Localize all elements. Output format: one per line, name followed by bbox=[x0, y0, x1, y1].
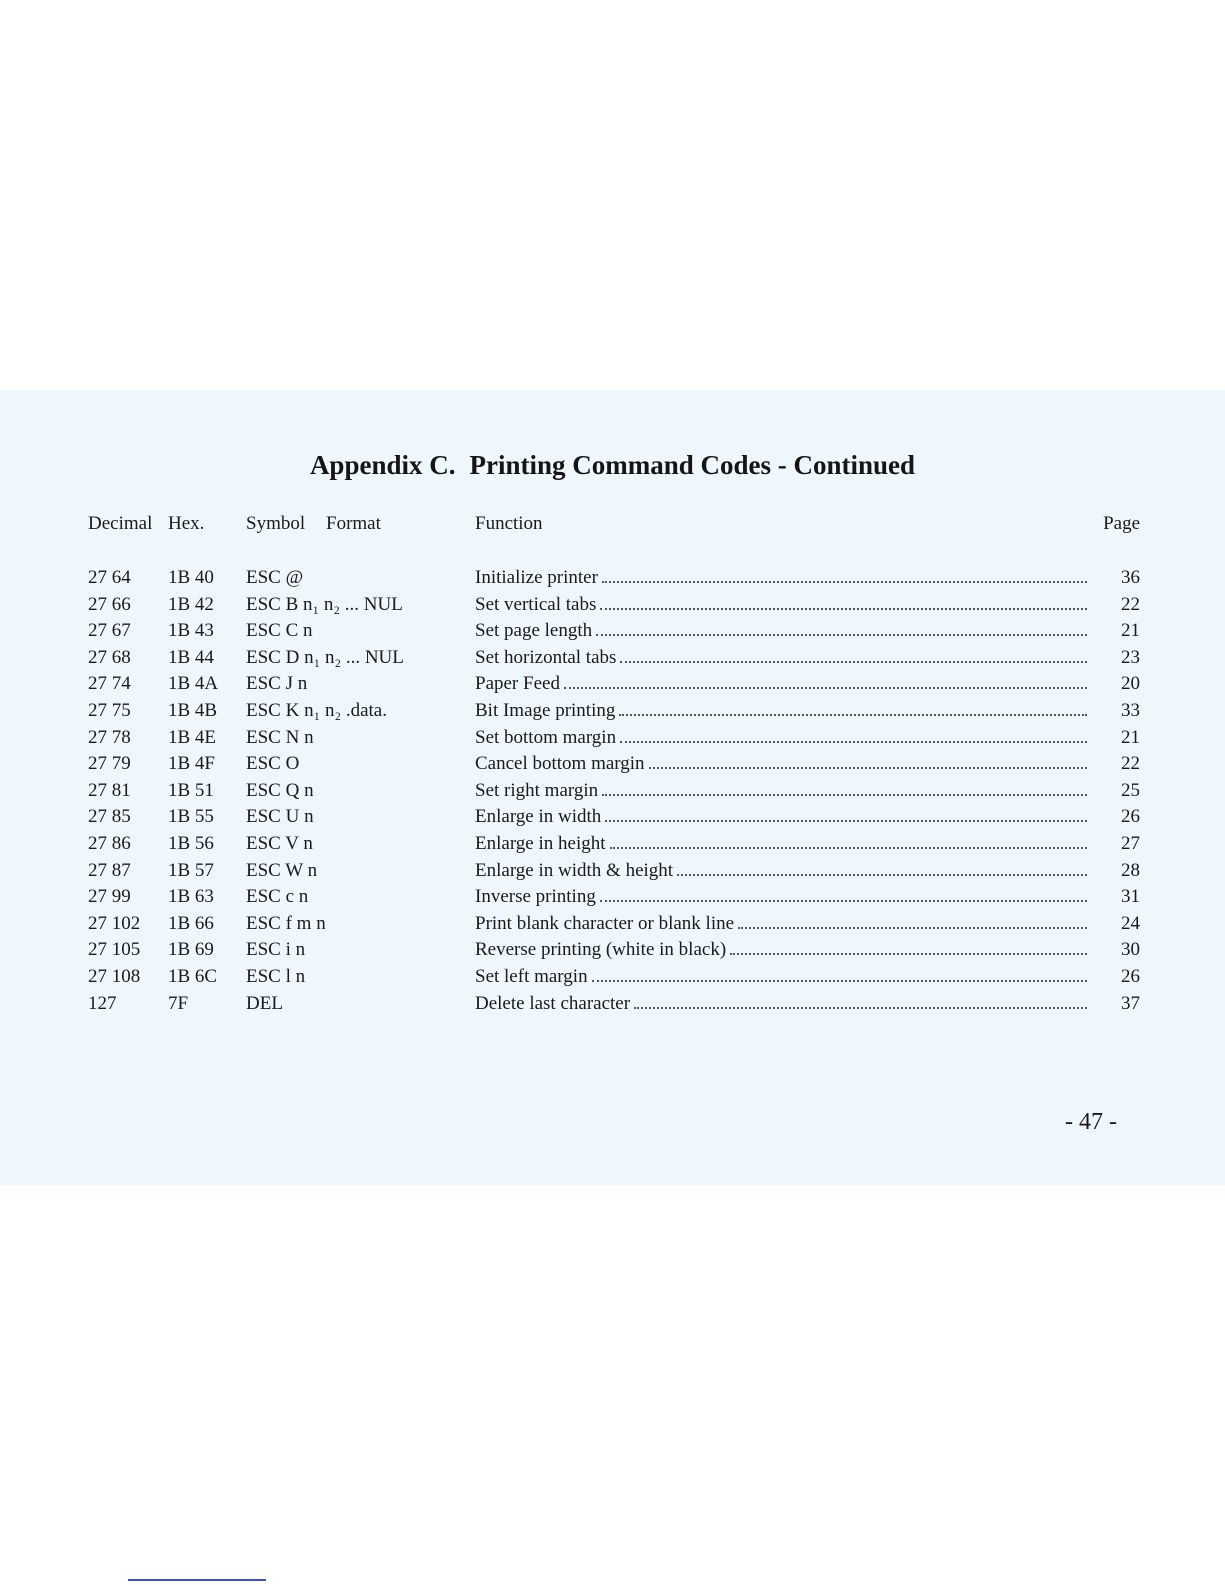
hex-code: 1B 66 bbox=[168, 912, 214, 934]
function-text: Enlarge in width bbox=[475, 806, 602, 828]
table-row bbox=[0, 618, 1225, 645]
title-main: Printing Command Codes - Continued bbox=[469, 450, 916, 480]
function-cell bbox=[475, 911, 1087, 937]
function-cell bbox=[475, 937, 1087, 963]
table-row bbox=[0, 911, 1225, 938]
hex-code: 1B 4B bbox=[168, 699, 218, 721]
page-ref: 20 bbox=[1121, 673, 1140, 695]
table-row bbox=[0, 725, 1225, 752]
function-text: Initialize printer bbox=[475, 567, 598, 588]
function-cell bbox=[475, 831, 1087, 857]
function-text: Set page length bbox=[475, 620, 593, 642]
page-ref: 22 bbox=[1121, 593, 1140, 615]
page-ref: 31 bbox=[1121, 886, 1140, 908]
page-ref: 22 bbox=[1121, 753, 1140, 775]
decimal-code: 27 99 bbox=[88, 886, 131, 908]
symbol-format: ESC V n bbox=[246, 832, 313, 854]
decimal-code: 27 85 bbox=[88, 806, 131, 828]
symbol-format: ESC U n bbox=[246, 806, 314, 828]
function-text: Bit Image printing bbox=[475, 699, 616, 721]
decimal-code: 27 81 bbox=[88, 779, 131, 801]
link-underline[interactable] bbox=[128, 1579, 266, 1581]
function-text: Set vertical tabs bbox=[475, 593, 597, 615]
table-row bbox=[0, 804, 1225, 831]
decimal-code: 127 bbox=[88, 992, 117, 1014]
symbol-format: ESC @ bbox=[246, 567, 304, 588]
header-format: Format bbox=[326, 513, 381, 534]
decimal-code: 27 86 bbox=[88, 832, 131, 854]
symbol-format: ESC N n bbox=[246, 726, 314, 748]
decimal-code: 27 68 bbox=[88, 646, 131, 668]
decimal-code: 27 66 bbox=[88, 593, 131, 615]
decimal-code: 27 79 bbox=[88, 753, 131, 775]
dot-leader bbox=[620, 741, 1087, 743]
hex-code: 1B 57 bbox=[168, 859, 214, 881]
decimal-code: 27 78 bbox=[88, 726, 131, 748]
symbol-format: ESC J n bbox=[246, 673, 308, 695]
hex-code: 1B 4A bbox=[168, 673, 219, 695]
function-text: Enlarge in width & height bbox=[475, 859, 674, 881]
decimal-code: 27 102 bbox=[88, 912, 141, 934]
function-cell bbox=[475, 725, 1087, 751]
dot-leader bbox=[602, 794, 1087, 796]
hex-code: 1B 4E bbox=[168, 726, 217, 748]
symbol-format: ESC i n bbox=[246, 939, 306, 961]
page-ref: 33 bbox=[1121, 699, 1140, 721]
header-page: Page bbox=[1103, 513, 1140, 534]
hex-code: 1B 6C bbox=[168, 965, 218, 987]
dot-leader bbox=[605, 820, 1087, 822]
dot-leader bbox=[600, 608, 1087, 610]
page-number: - 47 - bbox=[1065, 1109, 1117, 1135]
page-ref: 21 bbox=[1121, 726, 1140, 748]
table-row bbox=[0, 671, 1225, 698]
symbol-format: ESC D n₁ n₂ ... NUL bbox=[246, 646, 404, 668]
command-code-table bbox=[0, 565, 1225, 1017]
hex-code: 1B 55 bbox=[168, 806, 214, 828]
decimal-code: 27 108 bbox=[88, 965, 141, 987]
dot-leader bbox=[730, 953, 1087, 955]
dot-leader bbox=[738, 927, 1087, 929]
hex-code: 7F bbox=[168, 992, 189, 1014]
table-row bbox=[0, 751, 1225, 778]
page-ref: 27 bbox=[1121, 832, 1140, 854]
function-cell bbox=[475, 751, 1087, 777]
table-row bbox=[0, 964, 1225, 991]
table-row bbox=[0, 645, 1225, 672]
table-row bbox=[0, 778, 1225, 805]
table-row bbox=[0, 831, 1225, 858]
page-ref: 25 bbox=[1121, 779, 1140, 801]
symbol-format: ESC B n₁ n₂ ... NUL bbox=[246, 593, 403, 615]
decimal-code: 27 74 bbox=[88, 673, 131, 695]
symbol-format: DEL bbox=[246, 992, 283, 1014]
symbol-format: ESC Q n bbox=[246, 779, 314, 801]
hex-code: 1B 63 bbox=[168, 886, 214, 908]
dot-leader bbox=[634, 1007, 1087, 1009]
header-function: Function bbox=[475, 513, 543, 534]
table-row bbox=[0, 698, 1225, 725]
hex-code: 1B 51 bbox=[168, 779, 214, 801]
dot-leader bbox=[592, 980, 1087, 982]
page-ref: 26 bbox=[1121, 965, 1140, 987]
function-cell bbox=[475, 964, 1087, 990]
function-text: Reverse printing (white in black) bbox=[475, 939, 727, 961]
dot-leader bbox=[596, 634, 1087, 636]
page-ref: 37 bbox=[1121, 992, 1140, 1014]
function-text: Enlarge in height bbox=[475, 832, 606, 854]
decimal-code: 27 67 bbox=[88, 620, 131, 642]
function-text: Inverse printing bbox=[475, 886, 596, 908]
dot-leader bbox=[602, 581, 1087, 583]
page-ref: 21 bbox=[1121, 620, 1140, 642]
hex-code: 1B 56 bbox=[168, 832, 214, 854]
dot-leader bbox=[677, 874, 1087, 876]
header-symbol: Symbol bbox=[246, 513, 306, 534]
title-prefix: Appendix C. bbox=[309, 450, 456, 480]
symbol-format: ESC f m n bbox=[246, 912, 326, 934]
symbol-format: ESC l n bbox=[246, 965, 306, 987]
header-decimal: Decimal bbox=[88, 513, 153, 534]
page-ref: 30 bbox=[1121, 939, 1140, 961]
table-row bbox=[0, 565, 1225, 592]
function-text: Set horizontal tabs bbox=[475, 646, 617, 668]
decimal-code: 27 105 bbox=[88, 939, 141, 961]
decimal-code: 27 64 bbox=[88, 567, 131, 588]
function-cell bbox=[475, 618, 1087, 644]
page-ref: 36 bbox=[1121, 567, 1140, 588]
function-cell bbox=[475, 778, 1087, 804]
page-title bbox=[0, 448, 1225, 482]
function-text: Delete last character bbox=[475, 992, 631, 1014]
dot-leader bbox=[564, 687, 1087, 689]
function-cell bbox=[475, 592, 1087, 618]
function-text: Set left margin bbox=[475, 965, 588, 987]
table-row bbox=[0, 991, 1225, 1018]
hex-code: 1B 4F bbox=[168, 753, 215, 775]
symbol-format: ESC c n bbox=[246, 886, 309, 908]
hex-code: 1B 44 bbox=[168, 646, 214, 668]
table-row bbox=[0, 937, 1225, 964]
function-cell bbox=[475, 645, 1087, 671]
page-ref: 28 bbox=[1121, 859, 1140, 881]
hex-code: 1B 43 bbox=[168, 620, 214, 642]
dot-leader bbox=[600, 900, 1087, 902]
symbol-format: ESC C n bbox=[246, 620, 313, 642]
dot-leader bbox=[610, 847, 1087, 849]
page-ref: 24 bbox=[1121, 912, 1140, 934]
hex-code: 1B 40 bbox=[168, 567, 214, 588]
dot-leader bbox=[620, 661, 1087, 663]
header-hex: Hex. bbox=[168, 513, 205, 534]
function-cell bbox=[475, 858, 1087, 884]
table-row bbox=[0, 592, 1225, 619]
symbol-format: ESC W n bbox=[246, 859, 318, 881]
page-ref: 26 bbox=[1121, 806, 1140, 828]
function-cell bbox=[475, 671, 1087, 697]
decimal-code: 27 87 bbox=[88, 859, 131, 881]
hex-code: 1B 69 bbox=[168, 939, 214, 961]
page-ref: 23 bbox=[1121, 646, 1140, 668]
function-text: Paper Feed bbox=[475, 673, 560, 695]
table-row bbox=[0, 858, 1225, 885]
function-cell bbox=[475, 884, 1087, 910]
hex-code: 1B 42 bbox=[168, 593, 214, 615]
decimal-code: 27 75 bbox=[88, 699, 131, 721]
dot-leader bbox=[649, 767, 1087, 769]
function-text: Print blank character or blank line bbox=[475, 912, 735, 934]
function-cell bbox=[475, 804, 1087, 830]
symbol-format: ESC O bbox=[246, 753, 300, 775]
symbol-format: ESC K n₁ n₂ .data. bbox=[246, 699, 387, 721]
table-row bbox=[0, 884, 1225, 911]
function-cell bbox=[475, 565, 1087, 591]
function-text: Set bottom margin bbox=[475, 726, 617, 748]
function-cell bbox=[475, 698, 1087, 724]
function-text: Set right margin bbox=[475, 779, 599, 801]
function-cell bbox=[475, 991, 1087, 1017]
function-text: Cancel bottom margin bbox=[475, 753, 645, 775]
dot-leader bbox=[619, 714, 1087, 716]
